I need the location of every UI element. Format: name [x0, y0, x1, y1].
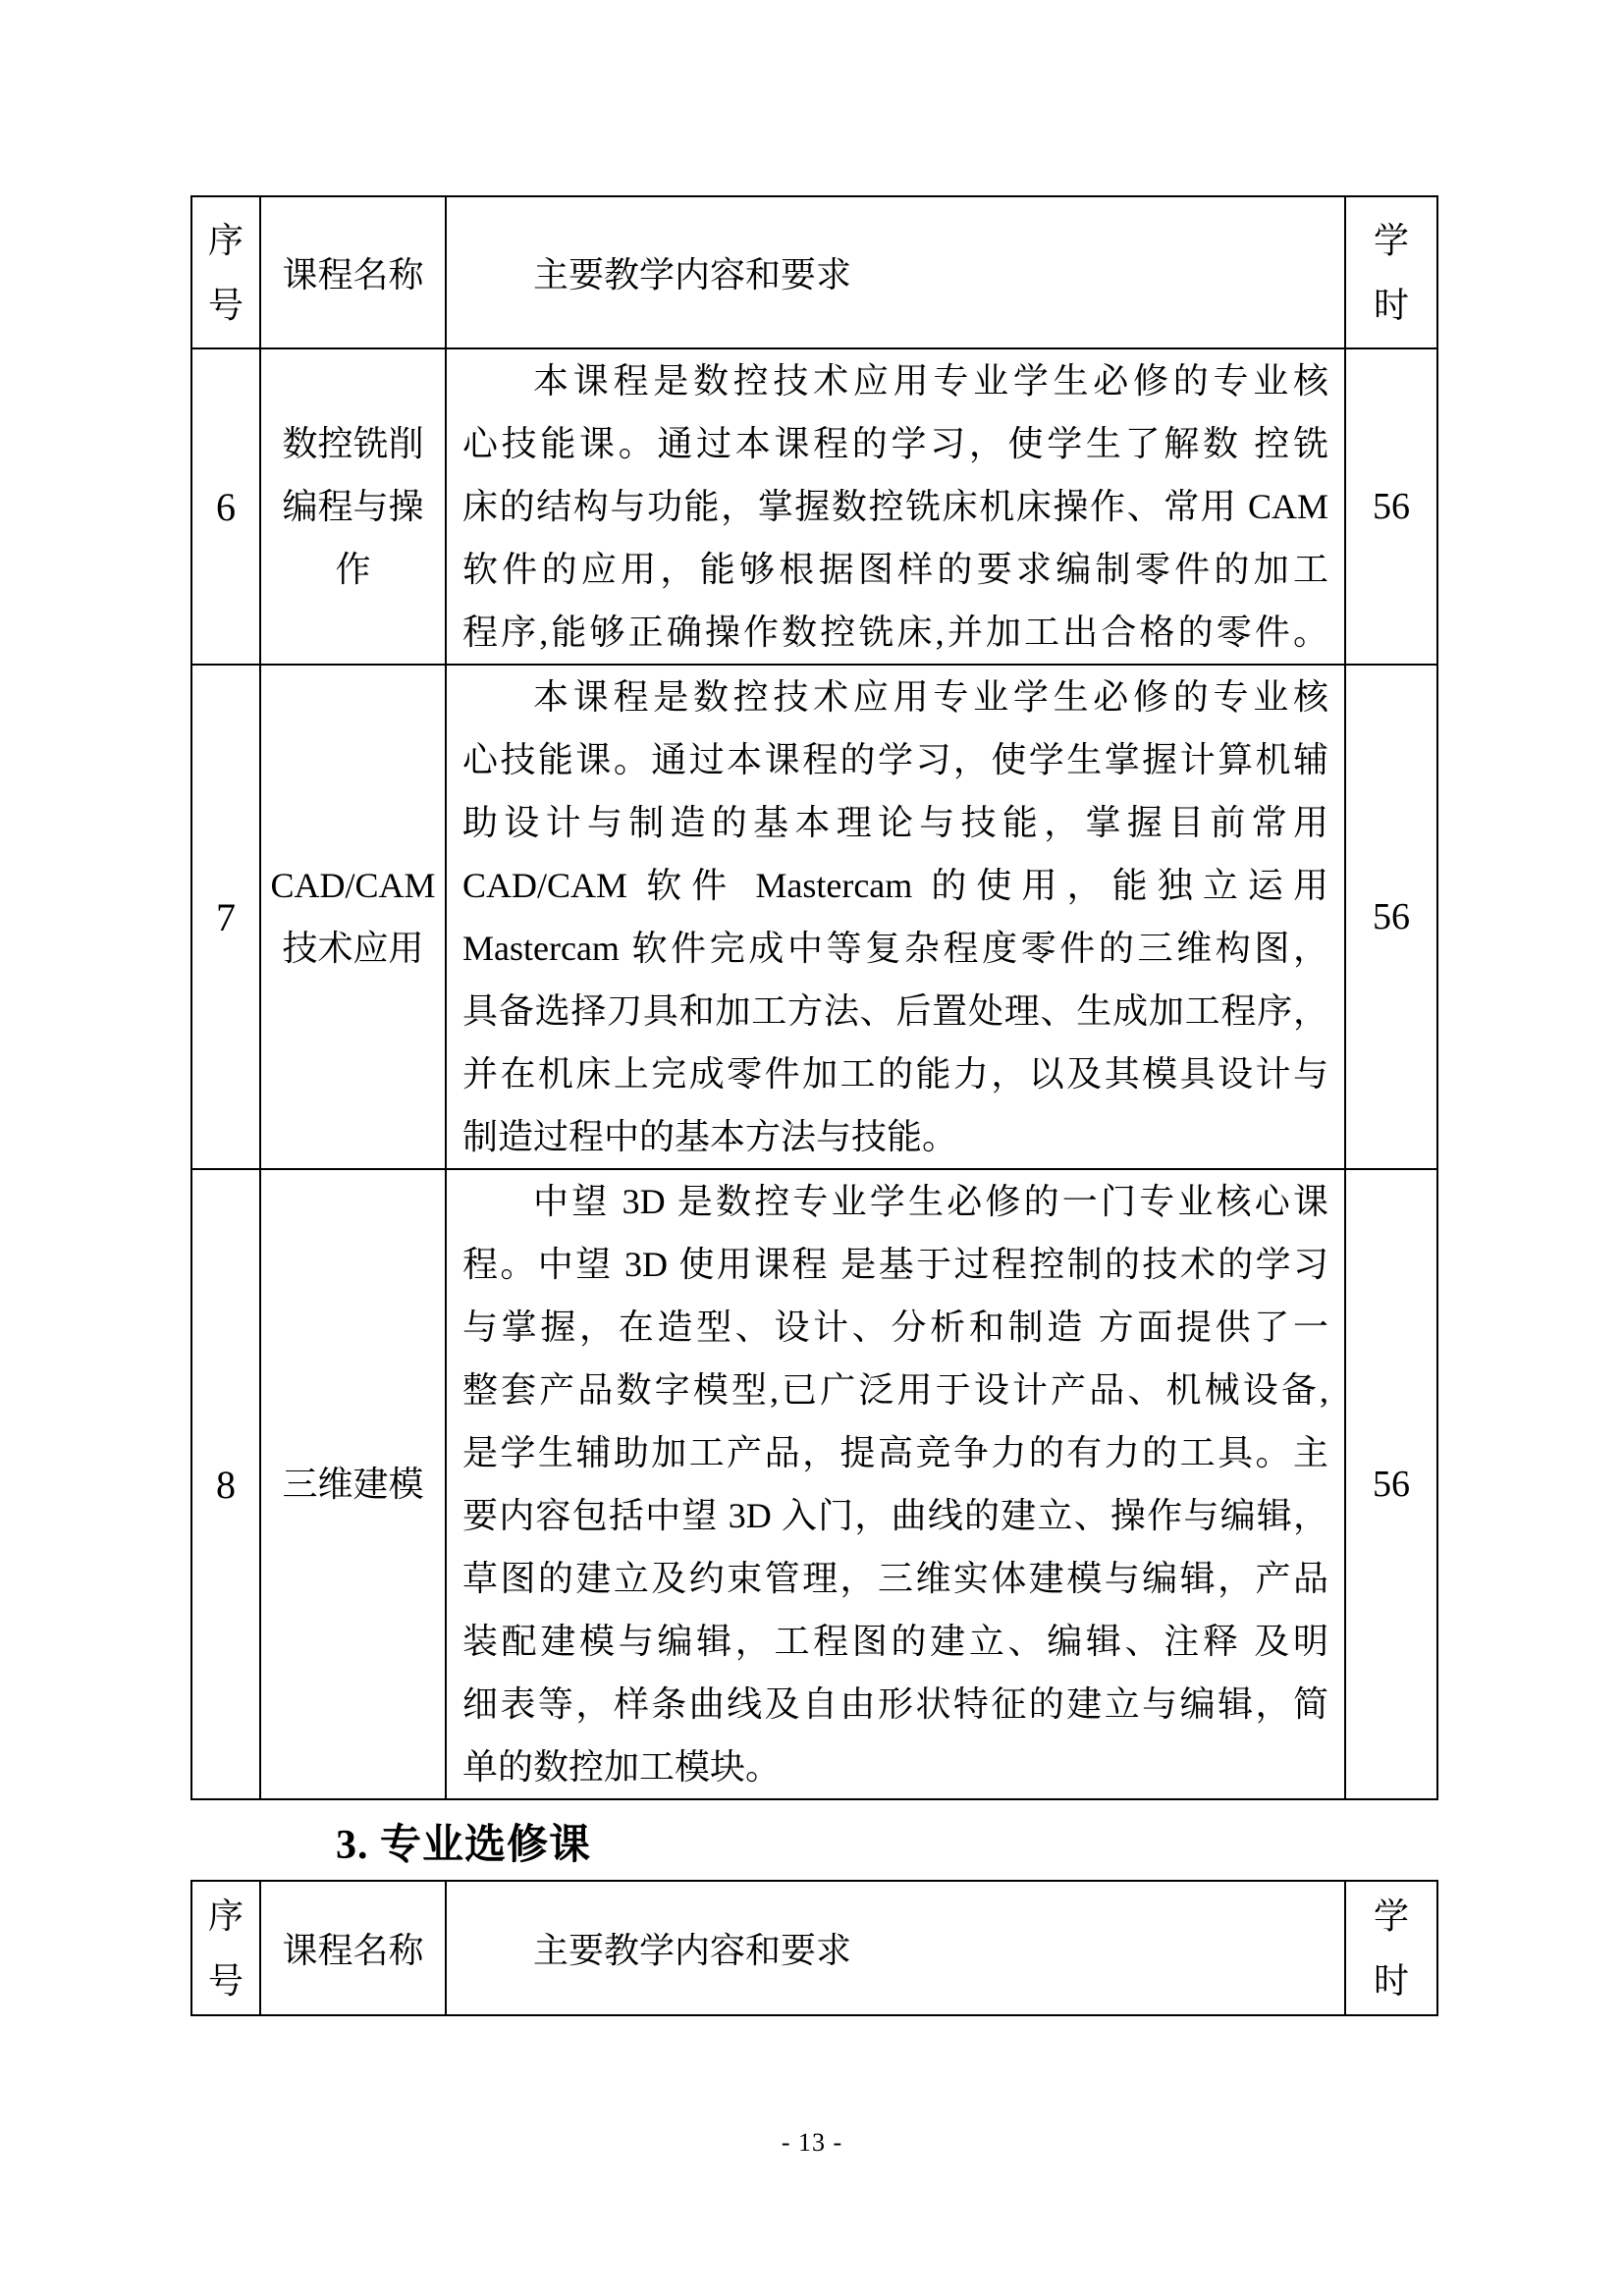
elective-courses-table [190, 1880, 1438, 2016]
content-header-cell: 主要教学内容和要求 [446, 1881, 1345, 2015]
content-line: 整套产品数字模型,已广泛用于设计产品、机械设备, [462, 1370, 1328, 1410]
hours-header-cell [1345, 1881, 1437, 2015]
content-line: 制造过程中的基本方法与技能。 [462, 1117, 958, 1156]
hours-header-line: 时 [1373, 1960, 1409, 2001]
course-row-7 [191, 665, 1437, 1169]
section-heading-electives: 3. 专业选修课 [336, 1823, 592, 1868]
course-no: 6 [191, 348, 260, 665]
course-name-line: 三维建模 [282, 1465, 424, 1504]
content-line: 中望 3D 是数控专业学生必修的一门专业核心课 [533, 1182, 1328, 1221]
content-line: 程序,能够正确操作数控铣床,并加工出合格的零件。 [462, 613, 1328, 652]
content-line: 单的数控加工模块。 [462, 1747, 782, 1787]
content-line: 要内容包括中望 3D 入门，曲线的建立、操作与编辑， [462, 1496, 1328, 1535]
content-line: 草图的建立及约束管理，三维实体建模与编辑，产品 [462, 1559, 1328, 1598]
course-hours: 56 [1345, 665, 1437, 1169]
content-header-cell: 主要教学内容和要求 [446, 196, 1345, 348]
course-content [446, 1169, 1345, 1799]
course-hours: 56 [1345, 348, 1437, 665]
content-line: 具备选择刀具和加工方法、后置处理、生成加工程序， [462, 991, 1328, 1031]
course-no: 8 [191, 1169, 260, 1799]
seq-header-cell [191, 196, 260, 348]
seq-header-line: 序 [207, 220, 244, 260]
course-row-8 [191, 1169, 1437, 1799]
course-name-header-cell: 课程名称 [260, 1881, 446, 2015]
hours-header-line: 学 [1373, 1896, 1409, 1936]
content-line: 本课程是数控技术应用专业学生必修的专业核 [533, 361, 1328, 400]
course-name-header-cell: 课程名称 [260, 196, 446, 348]
course-content [446, 665, 1345, 1169]
content-line: 与掌握，在造型、设计、分析和制造 方面提供了一 [462, 1308, 1328, 1347]
content-line: Mastercam 软件完成中等复杂程度零件的三维构图， [462, 929, 1328, 968]
table-header-row [191, 1881, 1437, 2015]
course-no: 7 [191, 665, 260, 1169]
course-name-line: 编程与操 [282, 487, 424, 526]
course-row-6 [191, 348, 1437, 665]
content-line: 心技能课。通过本课程的学习，使学生了解数 控铣 [462, 424, 1328, 463]
course-hours: 56 [1345, 1169, 1437, 1799]
course-name [260, 1169, 446, 1799]
seq-header-line: 号 [207, 285, 244, 325]
seq-header-cell [191, 1881, 260, 2015]
content-line: 软件的应用，能够根据图样的要求编制零件的加工 [462, 550, 1328, 589]
seq-header-line: 序 [207, 1896, 244, 1936]
hours-header-cell [1345, 196, 1437, 348]
table-header-row [191, 196, 1437, 348]
hours-header-line: 学 [1373, 220, 1409, 260]
content-line: 并在机床上完成零件加工的能力，以及其模具设计与 [462, 1054, 1328, 1094]
course-name-line: CAD/CAM [270, 866, 436, 905]
content-line: 是学生辅助加工产品，提高竞争力的有力的工具。主 [462, 1433, 1328, 1472]
content-line: 装配建模与编辑，工程图的建立、编辑、注释 及明 [462, 1622, 1328, 1661]
hours-header-line: 时 [1373, 285, 1409, 325]
course-name-line: 作 [335, 550, 371, 589]
content-line: 细表等，样条曲线及自由形状特征的建立与编辑，简 [462, 1684, 1328, 1724]
course-name-line: 技术应用 [282, 929, 424, 968]
content-line: 本课程是数控技术应用专业学生必修的专业核 [533, 677, 1328, 717]
course-name [260, 665, 446, 1169]
core-courses-table [190, 195, 1438, 1800]
page-number: - 13 - [781, 2128, 843, 2157]
content-line: CAD/CAM 软件 Mastercam 的使用，能独立运用 [462, 866, 1328, 905]
course-content [446, 348, 1345, 665]
course-name-line: 数控铣削 [282, 424, 424, 463]
content-line: 程。中望 3D 使用课程 是基于过程控制的技术的学习 [462, 1245, 1328, 1284]
seq-header-line: 号 [207, 1960, 244, 2001]
content-line: 心技能课。通过本课程的学习，使学生掌握计算机辅 [462, 740, 1328, 779]
content-line: 床的结构与功能，掌握数控铣床机床操作、常用 CAM [462, 487, 1328, 526]
course-name [260, 348, 446, 665]
content-line: 助设计与制造的基本理论与技能，掌握目前常用 [462, 803, 1328, 842]
